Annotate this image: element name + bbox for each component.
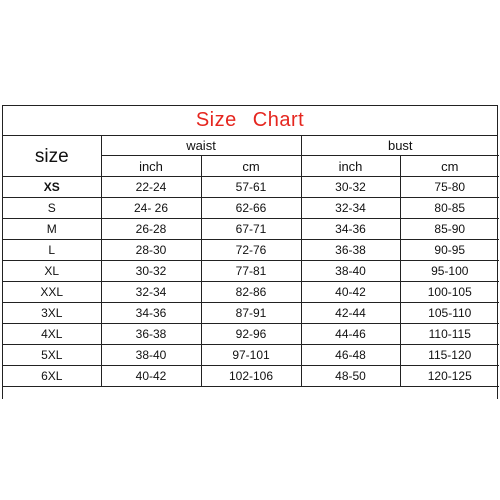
size-cell: 3XL — [3, 303, 101, 324]
waist-inch-cell: 36-38 — [101, 324, 201, 345]
table-row — [3, 240, 499, 261]
waist-inch-cell: 32-34 — [101, 282, 201, 303]
bust-inch-cell: 32-34 — [301, 198, 400, 219]
bust-cm-cell: 115-120 — [400, 345, 499, 366]
size-cell: S — [3, 198, 101, 219]
waist-inch-cell: 24- 26 — [101, 198, 201, 219]
waist-cm-cell: 97-101 — [201, 345, 301, 366]
table-row — [3, 219, 499, 240]
waist-inch-header: inch — [101, 156, 201, 177]
table-row — [3, 261, 499, 282]
size-cell: M — [3, 219, 101, 240]
size-cell: 5XL — [3, 345, 101, 366]
bust-cm-cell: 80-85 — [400, 198, 499, 219]
size-cell: 6XL — [3, 366, 101, 387]
bust-inch-cell: 42-44 — [301, 303, 400, 324]
waist-inch-cell: 28-30 — [101, 240, 201, 261]
bust-inch-cell: 44-46 — [301, 324, 400, 345]
bust-inch-cell: 40-42 — [301, 282, 400, 303]
table-row — [3, 324, 499, 345]
table-row — [3, 303, 499, 324]
waist-inch-cell: 38-40 — [101, 345, 201, 366]
waist-inch-cell: 40-42 — [101, 366, 201, 387]
bust-inch-cell: 46-48 — [301, 345, 400, 366]
size-column-header: size — [3, 136, 101, 177]
size-cell: XXL — [3, 282, 101, 303]
waist-inch-cell: 30-32 — [101, 261, 201, 282]
bust-cm-cell: 75-80 — [400, 177, 499, 198]
waist-cm-cell: 82-86 — [201, 282, 301, 303]
bust-inch-cell: 30-32 — [301, 177, 400, 198]
chart-title-row — [3, 106, 497, 136]
bust-cm-cell: 110-115 — [400, 324, 499, 345]
group-header-row — [3, 136, 499, 156]
table-row — [3, 345, 499, 366]
waist-cm-cell: 72-76 — [201, 240, 301, 261]
bust-cm-cell: 90-95 — [400, 240, 499, 261]
bust-cm-cell: 85-90 — [400, 219, 499, 240]
bust-inch-header: inch — [301, 156, 400, 177]
table-row — [3, 177, 499, 198]
bust-group-header: bust — [301, 136, 499, 156]
size-grid — [3, 136, 499, 387]
waist-cm-cell: 92-96 — [201, 324, 301, 345]
bust-cm-cell: 95-100 — [400, 261, 499, 282]
bust-cm-cell: 120-125 — [400, 366, 499, 387]
waist-inch-cell: 22-24 — [101, 177, 201, 198]
waist-cm-cell: 67-71 — [201, 219, 301, 240]
waist-cm-cell: 87-91 — [201, 303, 301, 324]
table-row — [3, 366, 499, 387]
waist-cm-cell: 102-106 — [201, 366, 301, 387]
waist-cm-cell: 62-66 — [201, 198, 301, 219]
table-row — [3, 198, 499, 219]
bust-inch-cell: 36-38 — [301, 240, 400, 261]
bust-inch-cell: 48-50 — [301, 366, 400, 387]
waist-cm-cell: 77-81 — [201, 261, 301, 282]
waist-cm-header: cm — [201, 156, 301, 177]
waist-group-header: waist — [101, 136, 301, 156]
bust-inch-cell: 38-40 — [301, 261, 400, 282]
size-cell: 4XL — [3, 324, 101, 345]
chart-title: Size Chart — [195, 109, 305, 131]
bust-cm-header: cm — [400, 156, 499, 177]
size-cell: XL — [3, 261, 101, 282]
bust-inch-cell: 34-36 — [301, 219, 400, 240]
waist-inch-cell: 26-28 — [101, 219, 201, 240]
bust-cm-cell: 105-110 — [400, 303, 499, 324]
size-cell: L — [3, 240, 101, 261]
bust-cm-cell: 100-105 — [400, 282, 499, 303]
table-row — [3, 282, 499, 303]
waist-cm-cell: 57-61 — [201, 177, 301, 198]
size-cell: XS — [3, 177, 101, 198]
size-chart-table — [2, 105, 498, 399]
waist-inch-cell: 34-36 — [101, 303, 201, 324]
